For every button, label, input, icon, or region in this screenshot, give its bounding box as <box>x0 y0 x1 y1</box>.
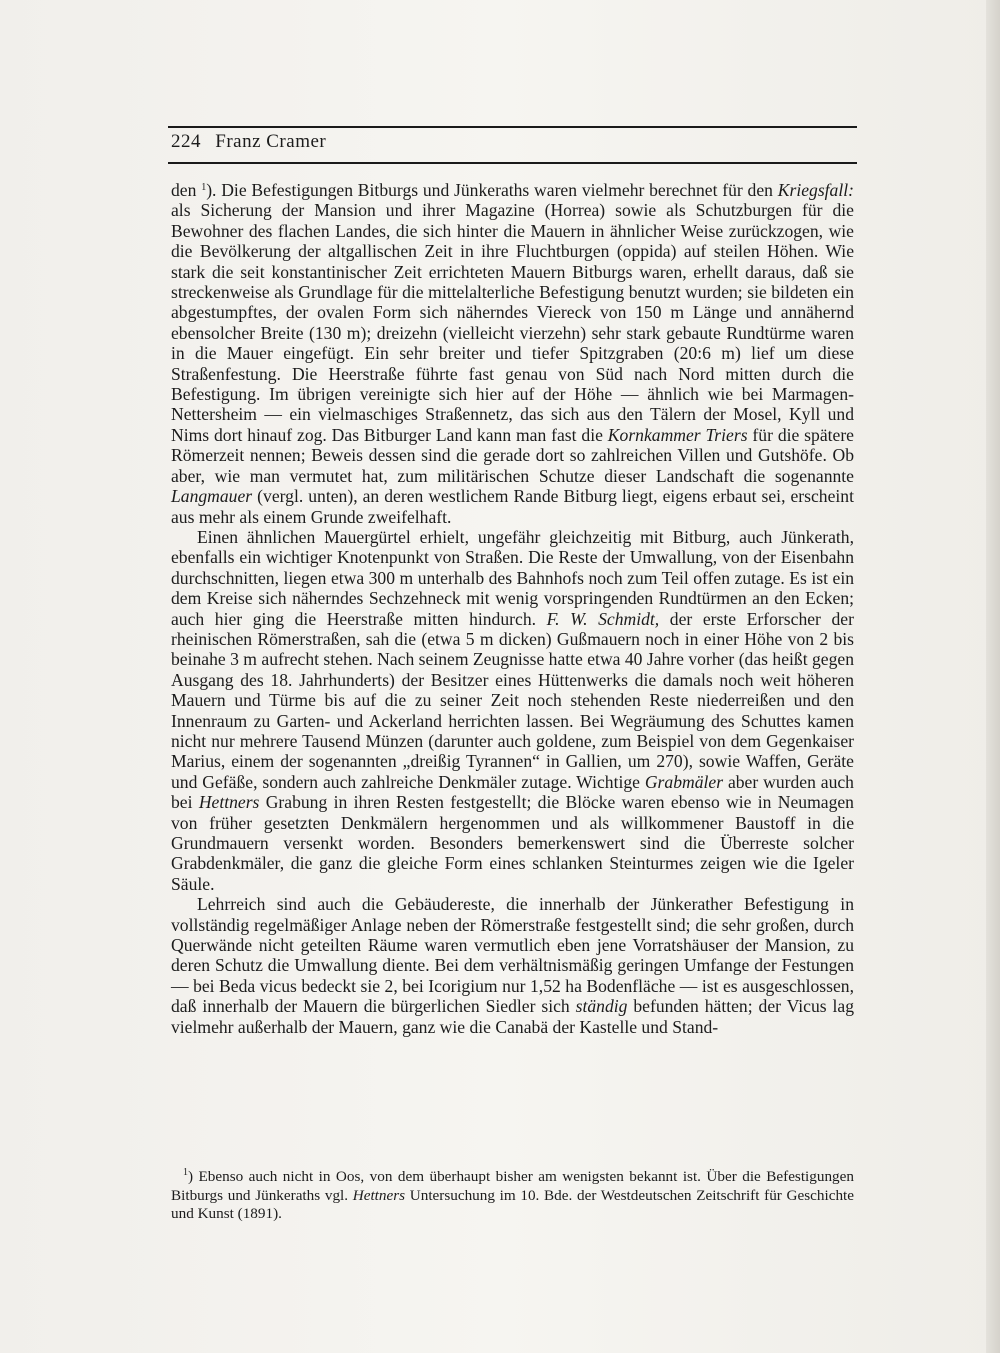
text-run: ) Ebenso auch nicht in Oos, von dem überhaupt bisher am wenigsten bekannt ist. Über die Befestigungen Bitburgs und Jünkeraths vgl. <box>171 1168 854 1204</box>
emphasis-text: ständig <box>575 996 628 1017</box>
text-run: als Sicherung der Mansion und ihrer Magazine (Horrea) sowie als Schutzburgen für die Bewohner des flachen Landes, die sich hinter die Mauern in ähnlicher Weise zurückzogen, wie die Bevölkerung der altgallischen Zeit in ihre Fluchtburgen (oppida) auf steilen Höhen. Wie stark die seit konstantinischer Zeit errichteten Mauern Bitburgs waren, erhellt daraus, daß sie streckenweise als Grundlage für die mittelalterliche Befestigung benutzt wurden; sie bildeten ein abgestumpftes, der ovalen Form sich näherndes Viereck von 150 m Länge und annähernd ebensolcher Breite (130 m); dreizehn (vielleicht vierzehn) sehr stark gebaute Rundtürme waren in die Mauer eingefügt. Ein sehr breiter und tiefer Spitzgraben (20:6 m) lief um diese Straßenfestung. Die Heerstraße führte fast genau von Süd nach Nord mitten durch die Befestigung. Im übrigen vereinigte sich hier auf der Höhe — ähnlich wie bei Marmagen-Nettersheim — ein vielmaschiges Straßennetz, das sich aus den Tälern der Mosel, Kyll und Nims dort hinauf zog. Das Bitburger Land kann man fast die <box>171 200 854 445</box>
emphasis-text: Kornkammer Triers <box>607 424 748 445</box>
text-run: aber wurden auch bei <box>171 771 854 813</box>
text-run: Untersuchung im 10. Bde. der Westdeutschen Zeitschrift für Geschichte und Kunst (1891). <box>171 1186 855 1222</box>
paragraph <box>171 180 854 527</box>
text-run: ). Die Befestigungen Bitburgs und Jünkeraths waren vielmehr berechnet für den <box>206 180 778 200</box>
emphasis-text: F. W. Schmidt, <box>546 608 660 629</box>
header-rule-top <box>168 126 857 128</box>
header-rule-bottom <box>168 162 857 164</box>
emphasis-text: Langmauer <box>171 486 253 507</box>
text-run: den <box>171 180 202 200</box>
footnote <box>171 1168 854 1224</box>
emphasis-text: Hettners <box>198 792 260 813</box>
footnote-marker: 1 <box>183 1167 188 1178</box>
text-run: Einen ähnlichen Mauergürtel erhielt, ungefähr gleichzeitig mit Bitburg, auch Jünkerath, ebenfalls ein wichtiger Knotenpunkt von Straßen. Die Reste der Umwallung, von der Eisenbahn durchschnitten, liegen etwa 300 m unterhalb des Bahnhofs noch zum Teil offen zutage. Es ist ein dem Kreise sich näherndes Sechzehneck mit wenig vorspringenden Rundtürmen an den Ecken; auch hier ging die Heerstraße mitten hindurch. <box>171 526 854 629</box>
text-run: Grabung in ihren Resten festgestellt; die Blöcke waren ebenso wie in Neumagen von früher gesetzten Denkmälern hergenommen und als willkommener Baustoff in die Grundmauern versenkt worden. Besonders bemerkenswert sind die Überreste solcher Grabdenkmäler, die ganz die gleiche Form eines schlanken Steinturmes zeigen wie die Igeler Säule. <box>171 792 854 894</box>
text-run: befunden hätten; der Vicus lag vielmehr außerhalb der Mauern, ganz wie die Canabä der Kastelle und Stand- <box>171 996 854 1037</box>
footnote-text <box>171 1168 854 1224</box>
text-run: Lehrreich sind auch die Gebäudereste, die innerhalb der Jünkerather Befestigung in vollständig regelmäßiger Anlage neben der Römerstraße festgestellt sind; die sehr großen, durch Querwände nicht geteilten Räume waren vermutlich eben jene Vorratshäuser der Mansion, zu deren Schutz die Umwallung diente. Bei dem verhältnismäßig geringen Umfange der Festungen — bei Beda vicus bedeckt sie 2, bei Icorigium nur 1,52 ha Bodenfläche — ist es ausgeschlossen, daß innerhalb der Mauern die bürgerlichen Siedler sich <box>171 894 854 1017</box>
running-head-author: Franz Cramer <box>215 131 327 152</box>
body-text <box>171 180 854 1037</box>
running-head <box>171 131 326 153</box>
emphasis-text: Kriegsfall: <box>777 180 854 200</box>
paragraph <box>171 527 854 894</box>
text-run: (vergl. unten), an deren westlichem Rande Bitburg liegt, eigens erbaut sei, erscheint aus mehr als einem Grunde zweifelhaft. <box>171 486 854 527</box>
text-run: für die spätere Römerzeit nennen; Beweis dessen sind die gerade dort so zahlreichen Villen und Gutshöfe. Ob aber, wie man vermutet hat, zum militärischen Schutze dieser Landschaft die sogenannte <box>171 424 854 486</box>
page-number: 224 <box>171 131 201 152</box>
emphasis-text: Hettners <box>352 1186 406 1204</box>
text-run: der erste Erforscher der rheinischen Römerstraßen, sah die (etwa 5 m dicken) Gußmauern noch in einer Höhe von 2 bis beinahe 3 m aufrecht stehen. Nach seinem Zeugnisse hatte etwa 40 Jahre vorher (das heißt gegen Ausgang des 18. Jahrhunderts) der Besitzer eines Hüttenwerks die damals noch weit höheren Mauern und Türme bis auf die zu seiner Zeit noch stehenden Reste niederreißen und den Innenraum zu Garten- und Ackerland herrichten lassen. Bei Wegräumung des Schuttes kamen nicht nur mehrere Tausend Münzen (darunter auch goldene, zum Beispiel von dem Gegenkaiser Marius, einem der sogenannten „dreißig Tyrannen“ in Gallien, um 270), sowie Waffen, Geräte und Gefäße, sondern auch zahlreiche Denkmäler zutage. Wichtige <box>171 608 854 792</box>
emphasis-text: Grabmäler <box>644 771 724 792</box>
page-edge <box>986 0 1000 1353</box>
paragraph <box>171 894 854 1037</box>
footnote-marker: 1 <box>201 182 207 193</box>
